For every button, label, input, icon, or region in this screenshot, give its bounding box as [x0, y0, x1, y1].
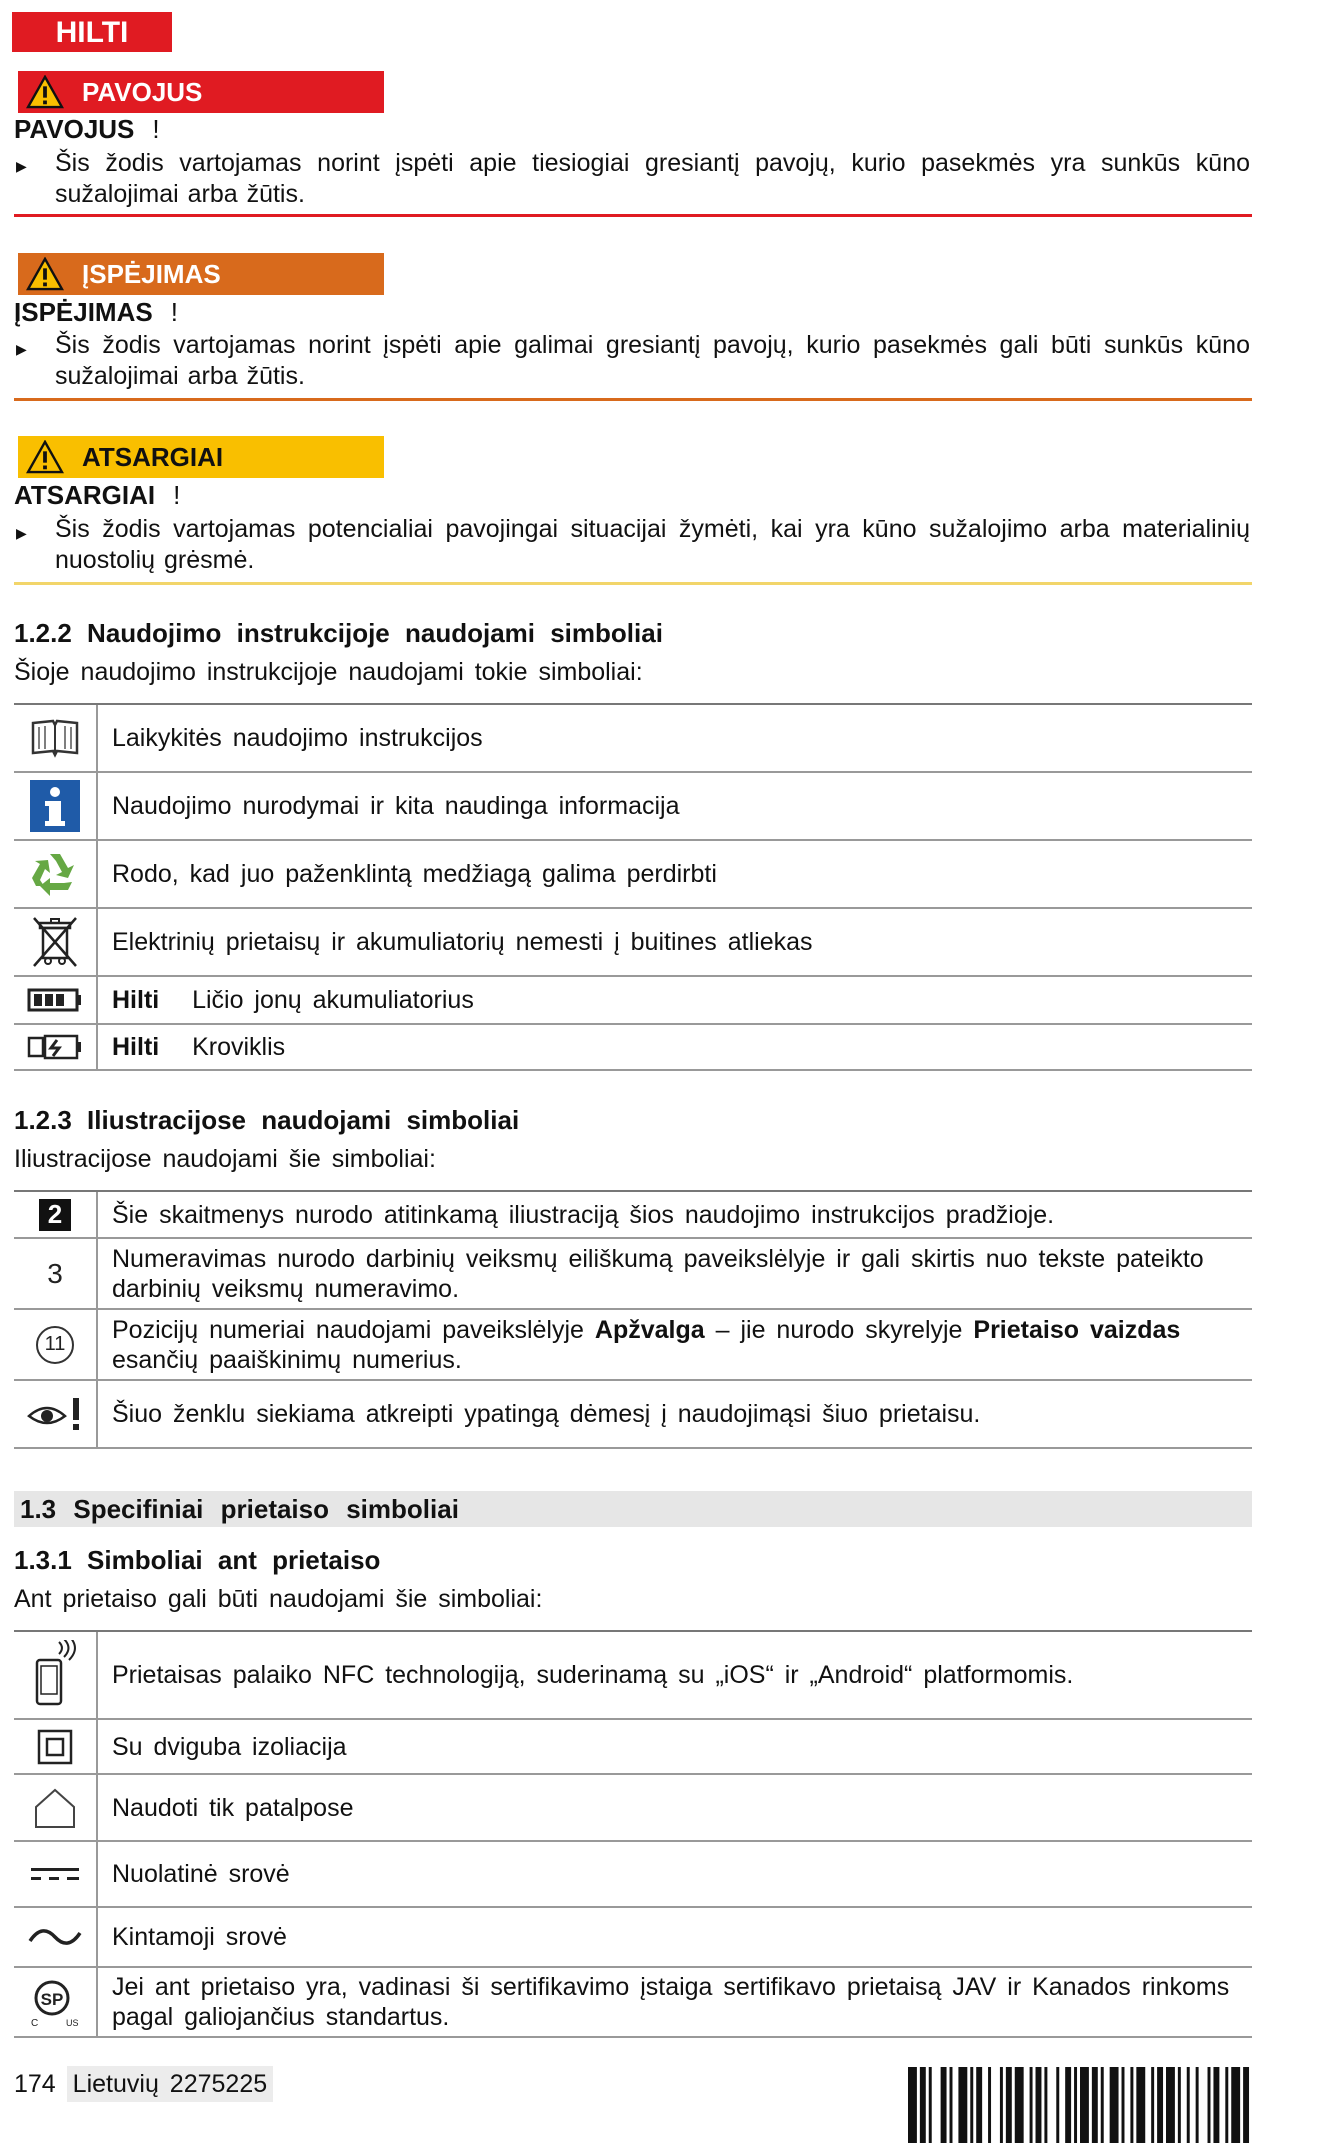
step-number-icon: 3 — [47, 1257, 63, 1289]
intro-1-2-3: Iliustracijose naudojami šie simboliai: — [14, 1145, 436, 1173]
table-row: Hilti Ličio jonų akumuliatorius — [14, 977, 1252, 1025]
table-row: 2 Šie skaitmenys nurodo atitinkamą iliustraciją šios naudojimo instrukcijos pradžioje. — [14, 1192, 1252, 1239]
barcode-bar — [1231, 2067, 1240, 2143]
warning-banner — [18, 253, 384, 295]
barcode — [908, 2067, 1252, 2143]
info-icon — [30, 780, 80, 832]
barcode-bar — [976, 2067, 982, 2143]
barcode-bar — [1130, 2067, 1133, 2143]
svg-text:C: C — [31, 2018, 39, 2028]
barcode-bar — [929, 2067, 932, 2143]
barcode-bar — [1243, 2067, 1249, 2143]
table-row: Laikykitės naudojimo instrukcijos — [14, 705, 1252, 773]
barcode-bar — [1101, 2067, 1104, 2143]
barcode-bar — [941, 2067, 947, 2143]
barcode-bar — [988, 2067, 991, 2143]
barcode-bar — [1122, 2067, 1125, 2143]
barcode-bar — [1006, 2067, 1012, 2143]
barcode-bar — [1065, 2067, 1071, 2143]
page-footer — [14, 2070, 273, 2099]
warning-word: ĮSPĖJIMAS ! — [14, 297, 178, 327]
svg-text:HILTI: HILTI — [55, 16, 129, 49]
intro-1-3-1: Ant prietaiso gali būti naudojami šie simboliai: — [14, 1585, 543, 1613]
barcode-bar — [1092, 2067, 1098, 2143]
crossed-bin-icon — [30, 914, 80, 970]
double-insulation-icon — [37, 1729, 73, 1765]
table-row: Šiuo ženklu siekiama atkreipti ypatingą dėmesį į naudojimąsi šiuo prietaisu. — [14, 1381, 1252, 1449]
footer-language: Lietuvių 2275225 — [67, 2066, 273, 2102]
battery-icon — [27, 986, 83, 1014]
bullet-icon: ▶ — [16, 158, 27, 174]
nfc-phone-icon — [31, 1640, 79, 1710]
table-row: SP C US Jei ant prietaiso yra, vadinasi ši sertifikavimo įstaiga sertifikavo prietaisą JAV ir Kanados rinkoms pagal galiojančius standartus. — [14, 1968, 1252, 2038]
direct-current-icon — [29, 1864, 81, 1884]
barcode-bar — [958, 2067, 967, 2143]
charger-icon — [27, 1032, 83, 1062]
document-number: 2275225 — [169, 2070, 268, 2098]
table-row: Nuolatinė srovė — [14, 1842, 1252, 1908]
barcode-bar — [1080, 2067, 1089, 2143]
barcode-bar — [1157, 2067, 1163, 2143]
heading-1-2-3: 1.2.3 Iliustracijose naudojami simboliai — [14, 1105, 520, 1135]
csa-cert-icon — [28, 1976, 82, 2028]
warning-triangle-icon — [26, 257, 64, 291]
table-row: Naudoti tik patalpose — [14, 1775, 1252, 1842]
barcode-bar — [1036, 2067, 1042, 2143]
svg-text:US: US — [66, 2018, 79, 2028]
table-row: 3 Numeravimas nurodo darbinių veiksmų eiliškumą paveikslėlyje ir gali skirtis nuo tekste pateikto darbinių veiksmų numeravimo. — [14, 1239, 1252, 1310]
heading-1-3-1: 1.3.1 Simboliai ant prietaiso — [14, 1545, 381, 1575]
heading-1-2-2: 1.2.2 Naudojimo instrukcijoje naudojami simboliai — [14, 618, 663, 648]
barcode-bar — [920, 2067, 926, 2143]
caution-banner-label: ATSARGIAI — [82, 441, 224, 472]
barcode-bar — [970, 2067, 973, 2143]
symbols-table-1-2-2 — [14, 703, 1252, 1071]
indoor-house-icon — [32, 1787, 78, 1829]
position-number-icon: 11 — [36, 1326, 74, 1364]
warning-triangle-icon — [26, 440, 64, 474]
recycle-icon — [28, 848, 82, 900]
danger-banner — [18, 71, 384, 113]
danger-word: PAVOJUS ! — [14, 114, 160, 144]
barcode-bar — [1166, 2067, 1175, 2143]
figure-number-icon: 2 — [39, 1199, 71, 1231]
book-icon — [29, 717, 81, 759]
table-row: Rodo, kad juo paženklintą medžiagą galima perdirbti — [14, 841, 1252, 909]
barcode-bar — [1208, 2067, 1211, 2143]
caution-word: ATSARGIAI ! — [14, 480, 181, 510]
barcode-bar — [1015, 2067, 1024, 2143]
caution-banner — [18, 436, 384, 478]
barcode-bar — [1030, 2067, 1033, 2143]
caution-divider — [14, 582, 1252, 585]
caution-text: Šis žodis vartojamas potencialiai pavojingai situacijai žymėti, kai yra kūno sužalojimo arba materialinių nuostolių grėsmė. — [55, 515, 1250, 574]
barcode-bar — [1110, 2067, 1119, 2143]
table-row: Hilti Kroviklis — [14, 1025, 1252, 1071]
danger-banner-label: PAVOJUS — [82, 76, 203, 107]
table-row: Elektrinių prietaisų ir akumuliatorių nemesti į buitines atliekas — [14, 909, 1252, 977]
danger-divider — [14, 214, 1252, 217]
barcode-bar — [908, 2067, 917, 2143]
bullet-icon: ▶ — [16, 525, 27, 541]
barcode-bar — [1151, 2067, 1154, 2143]
barcode-bar — [1056, 2067, 1059, 2143]
barcode-bar — [1000, 2067, 1003, 2143]
barcode-bar — [950, 2067, 953, 2143]
symbols-table-1-3-1 — [14, 1630, 1252, 2038]
symbols-table-1-2-3 — [14, 1190, 1252, 1449]
table-row: 11 Pozicijų numeriai naudojami paveikslėlyje Apžvalga – jie nurodo skyrelyje Prietaiso vaizdas esančių paaiškinimų numerius. — [14, 1310, 1252, 1381]
table-row: Kintamoji srovė — [14, 1908, 1252, 1968]
intro-1-2-2: Šioje naudojimo instrukcijoje naudojami tokie simboliai: — [14, 658, 643, 686]
bullet-icon: ▶ — [16, 341, 27, 357]
table-row: Prietaisas palaiko NFC technologiją, suderinamą su „iOS“ ir „Android“ platformomis. — [14, 1632, 1252, 1720]
barcode-bar — [1225, 2067, 1228, 2143]
barcode-bar — [1074, 2067, 1077, 2143]
eye-attention-icon — [27, 1396, 83, 1432]
barcode-bar — [1044, 2067, 1047, 2143]
heading-1-3: 1.3 Specifiniai prietaiso simboliai — [14, 1491, 1252, 1527]
alternating-current-icon — [27, 1923, 83, 1951]
warning-text: Šis žodis vartojamas norint įspėti apie galimai gresiantį pavojų, kurio pasekmės gali būti sunkūs kūno sužalojimai arba žūtis. — [55, 331, 1250, 390]
barcode-bar — [1136, 2067, 1145, 2143]
table-row: Naudojimo nurodymai ir kita naudinga informacija — [14, 773, 1252, 841]
warning-divider — [14, 398, 1252, 401]
warning-triangle-icon — [26, 75, 64, 109]
page-number: 174 — [14, 2070, 56, 2098]
barcode-bar — [1178, 2067, 1181, 2143]
barcode-bar — [1196, 2067, 1199, 2143]
barcode-bar — [1187, 2067, 1190, 2143]
danger-text: Šis žodis vartojamas norint įspėti apie tiesiogiai gresiantį pavojų, kurio pasekmės yra sunkūs kūno sužalojimai arba žūtis. — [55, 149, 1250, 208]
hilti-logo — [12, 12, 172, 52]
table-row: Su dviguba izoliacija — [14, 1720, 1252, 1775]
svg-text:SP: SP — [40, 1990, 64, 2009]
barcode-bar — [1213, 2067, 1219, 2143]
warning-banner-label: ĮSPĖJIMAS — [82, 258, 221, 289]
